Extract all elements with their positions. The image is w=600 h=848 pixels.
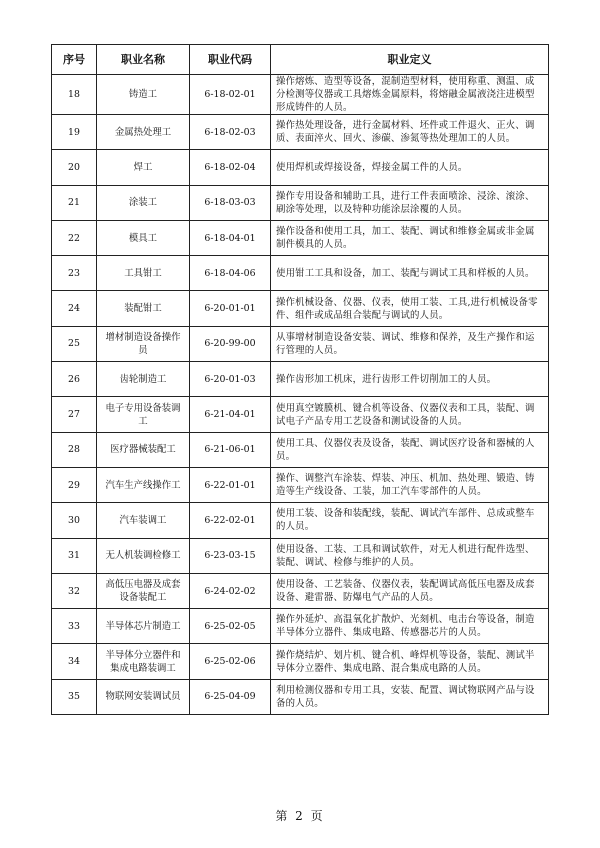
header-occupation-code: 职业代码 (190, 45, 271, 75)
row-occupation-code: 6-22-02-01 (190, 503, 271, 538)
row-occupation-name: 铸造工 (97, 75, 190, 115)
row-occupation-code: 6-20-01-01 (190, 291, 271, 326)
row-occupation-name: 物联网安装调试员 (97, 679, 190, 714)
row-occupation-code: 6-22-01-01 (190, 467, 271, 502)
row-occupation-code: 6-20-99-00 (190, 326, 271, 361)
row-serial: 24 (52, 291, 97, 326)
row-serial: 32 (52, 573, 97, 608)
table-row (52, 220, 549, 255)
table-row (52, 573, 549, 608)
row-serial: 22 (52, 220, 97, 255)
table-row (52, 432, 549, 467)
row-occupation-definition: 操作外延炉、高温氧化扩散炉、光刻机、电击台等设备，制造半导体分立器件、集成电路、传感器芯片的人员。 (271, 609, 549, 644)
row-occupation-definition: 利用检测仪器和专用工具，安装、配置、调试物联网产品与设备的人员。 (271, 679, 549, 714)
row-occupation-code: 6-25-02-05 (190, 609, 271, 644)
table-row (52, 362, 549, 397)
row-occupation-definition: 操作专用设备和辅助工具，进行工件表面喷涂、浸涂、滚涂、刷涂等处理，以及特种功能涂层涂覆的人员。 (271, 185, 549, 220)
table-row (52, 609, 549, 644)
row-occupation-definition: 操作设备和使用工具，加工、装配、调试和维修金属或非金属制件模具的人员。 (271, 220, 549, 255)
table-row (52, 256, 549, 291)
row-occupation-definition: 使用设备、工艺装备、仪器仪表，装配调试高低压电器及成套设备、避雷器、防爆电气产品的人员。 (271, 573, 549, 608)
row-serial: 19 (52, 115, 97, 150)
row-serial: 23 (52, 256, 97, 291)
table-row (52, 503, 549, 538)
row-serial: 35 (52, 679, 97, 714)
row-serial: 34 (52, 644, 97, 679)
table-row (52, 644, 549, 679)
table-row (52, 679, 549, 714)
row-occupation-definition: 操作烧结炉、划片机、键合机、峰焊机等设备，装配、测试半导体分立器件、集成电路、混合集成电路的人员。 (271, 644, 549, 679)
row-serial: 18 (52, 75, 97, 115)
header-occupation-name: 职业名称 (97, 45, 190, 75)
row-occupation-definition: 操作热处理设备，进行金属材料、坯件或工件退火、正火、调质、表面淬火、回火、渗碳、渗氮等热处理加工的人员。 (271, 115, 549, 150)
row-occupation-definition: 操作熔炼、造型等设备，混制造型材料，使用称重、测温、成分检测等仪器或工具熔炼金属原料，将熔融金属液浇注进模型形成铸件的人员。 (271, 75, 549, 115)
row-occupation-name: 无人机装调检修工 (97, 538, 190, 573)
header-serial: 序号 (52, 45, 97, 75)
table-row (52, 538, 549, 573)
row-serial: 31 (52, 538, 97, 573)
row-occupation-name: 模具工 (97, 220, 190, 255)
row-occupation-definition: 操作齿形加工机床，进行齿形工件切削加工的人员。 (271, 362, 549, 397)
row-occupation-definition: 使用设备、工装、工具和调试软件，对无人机进行配件选型、装配、调试、检修与维护的人员。 (271, 538, 549, 573)
row-occupation-code: 6-21-04-01 (190, 397, 271, 432)
row-occupation-code: 6-25-04-09 (190, 679, 271, 714)
row-occupation-definition: 操作、调整汽车涂装、焊装、冲压、机加、热处理、锻造、铸造等生产线设备、工装，加工汽车零部件的人员。 (271, 467, 549, 502)
row-occupation-name: 半导体分立器件和集成电路装调工 (97, 644, 190, 679)
row-occupation-definition: 操作机械设备、仪器、仪表，使用工装、工具,进行机械设备零件、组件或成品组合装配与调试的人员。 (271, 291, 549, 326)
header-occupation-definition: 职业定义 (271, 45, 549, 75)
table-row (52, 115, 549, 150)
row-serial: 28 (52, 432, 97, 467)
row-serial: 29 (52, 467, 97, 502)
row-serial: 33 (52, 609, 97, 644)
row-occupation-name: 齿轮制造工 (97, 362, 190, 397)
row-occupation-code: 6-24-02-02 (190, 573, 271, 608)
table-row (52, 326, 549, 361)
row-occupation-name: 半导体芯片制造工 (97, 609, 190, 644)
row-serial: 27 (52, 397, 97, 432)
table-row (52, 150, 549, 185)
row-occupation-name: 工具钳工 (97, 256, 190, 291)
row-occupation-definition: 使用钳工工具和设备，加工、装配与调试工具和样板的人员。 (271, 256, 549, 291)
row-occupation-name: 电子专用设备装调工 (97, 397, 190, 432)
row-occupation-definition: 从事增材制造设备安装、调试、维修和保养，及生产操作和运行管理的人员。 (271, 326, 549, 361)
table-row (52, 185, 549, 220)
row-occupation-code: 6-18-04-06 (190, 256, 271, 291)
table-row (52, 291, 549, 326)
row-serial: 30 (52, 503, 97, 538)
row-occupation-code: 6-18-03-03 (190, 185, 271, 220)
row-serial: 25 (52, 326, 97, 361)
page-number: 第 2 页 (275, 809, 325, 823)
row-occupation-code: 6-18-04-01 (190, 220, 271, 255)
row-occupation-code: 6-25-02-06 (190, 644, 271, 679)
table-row (52, 75, 549, 115)
row-occupation-name: 高低压电器及成套设备装配工 (97, 573, 190, 608)
row-occupation-code: 6-18-02-03 (190, 115, 271, 150)
row-occupation-name: 汽车装调工 (97, 503, 190, 538)
row-occupation-definition: 使用焊机或焊接设备，焊接金属工件的人员。 (271, 150, 549, 185)
row-occupation-code: 6-20-01-03 (190, 362, 271, 397)
table-row (52, 397, 549, 432)
table-row (52, 467, 549, 502)
row-occupation-name: 增材制造设备操作员 (97, 326, 190, 361)
row-occupation-name: 涂装工 (97, 185, 190, 220)
row-occupation-name: 焊工 (97, 150, 190, 185)
row-occupation-name: 装配钳工 (97, 291, 190, 326)
row-occupation-definition: 使用工具、仪器仪表及设备，装配、调试医疗设备和器械的人员。 (271, 432, 549, 467)
row-occupation-definition: 使用真空镀膜机、键合机等设备、仪器仪表和工具，装配、调试电子产品专用工艺设备和测试设备的人员。 (271, 397, 549, 432)
row-serial: 26 (52, 362, 97, 397)
occupation-table (51, 44, 549, 715)
row-serial: 21 (52, 185, 97, 220)
row-occupation-code: 6-23-03-15 (190, 538, 271, 573)
row-occupation-definition: 使用工装、设备和装配线，装配、调试汽车部件、总成或整车的人员。 (271, 503, 549, 538)
row-occupation-name: 医疗器械装配工 (97, 432, 190, 467)
row-serial: 20 (52, 150, 97, 185)
row-occupation-code: 6-18-02-01 (190, 75, 271, 115)
row-occupation-name: 汽车生产线操作工 (97, 467, 190, 502)
row-occupation-name: 金属热处理工 (97, 115, 190, 150)
row-occupation-code: 6-21-06-01 (190, 432, 271, 467)
row-occupation-code: 6-18-02-04 (190, 150, 271, 185)
table-header-row (52, 45, 549, 75)
